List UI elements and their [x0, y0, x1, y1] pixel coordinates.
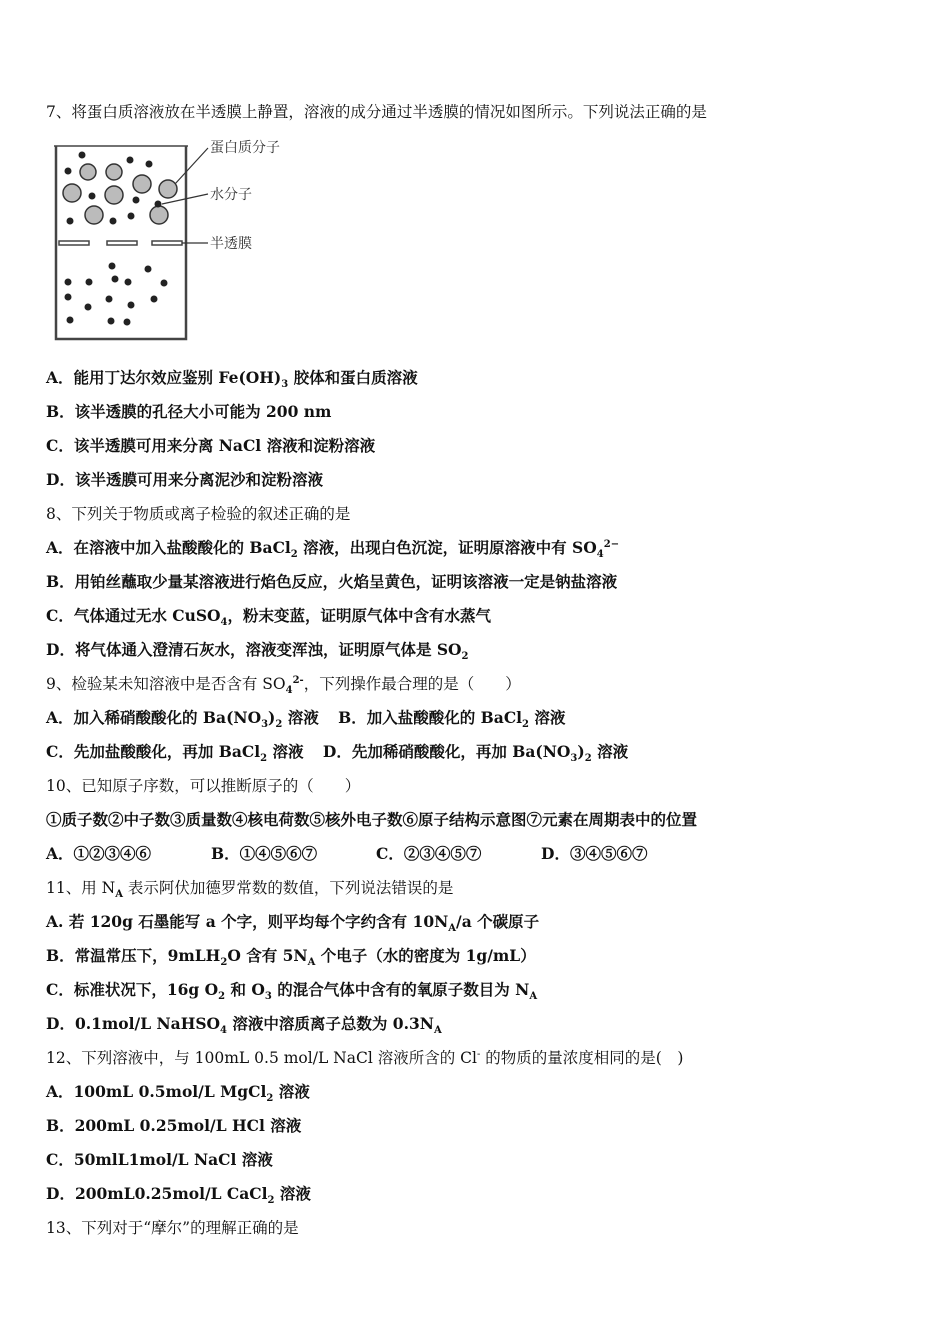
q9-option-b: B．加入盐酸酸化的 BaCl$_2$ 溶液 — [338, 708, 566, 731]
q12-option-d: D．200mL0.25mol/L CaCl$_2$ 溶液 — [46, 1184, 311, 1207]
q9-stem: 9、检验某未知溶液中是否含有 $SO_4^{2-}$，下列操作最合理的是（ ） — [46, 674, 521, 697]
q10-options — [46, 844, 647, 864]
label-membrane: 半透膜 — [210, 236, 252, 252]
q12-option-c: C．50mlL1mol/L NaCl 溶液 — [46, 1150, 273, 1169]
q11-option-d: D．0.1mol/L NaHSO$_4$ 溶液中溶质离子总数为 $0.3N_A$ — [46, 1014, 442, 1037]
q12-stem: 12、下列溶液中，与 100mL 0.5 mol/L NaCl 溶液所含的 Cl- 的物质的量浓度相同的是( ) — [46, 1048, 684, 1067]
membrane-diagram — [44, 134, 304, 344]
q7-option-a: A．能用丁达尔效应鉴别 $Fe(OH)_3$ 胶体和蛋白质溶液 — [46, 368, 418, 391]
protein-molecules — [63, 164, 177, 224]
q12-option-a: A．100mL 0.5mol/L MgCl$_2$ 溶液 — [46, 1082, 310, 1105]
q9-options-ab — [46, 708, 566, 731]
q9-option-a: A．加入稀硝酸酸化的 $Ba(NO_3)_2$ 溶液 — [46, 708, 319, 731]
q9-options-cd — [46, 742, 629, 765]
q10-option-d: D．③④⑤⑥⑦ — [541, 844, 648, 863]
q7-option-b: B．该半透膜的孔径大小可能为 200 nm — [46, 402, 332, 421]
q13-stem: 13、下列对于“摩尔”的理解正确的是 — [46, 1219, 299, 1237]
q8-option-c: C．气体通过无水 CuSO$_4$，粉末变蓝，证明原气体中含有水蒸气 — [46, 606, 492, 629]
q10-option-b: B．①④⑤⑥⑦ — [211, 844, 318, 863]
q7-stem: 7、将蛋白质溶液放在半透膜上静置，溶液的成分通过半透膜的情况如图所示。下列说法正确的是 — [46, 103, 707, 121]
q10-stem: 10、已知原子序数，可以推断原子的（ ） — [46, 777, 361, 795]
membrane — [59, 241, 182, 245]
q10-items: ①质子数②中子数③质量数④核电荷数⑤核外电子数⑥原子结构示意图⑦元素在周期表中的位置 — [46, 810, 698, 829]
q11-option-a: A. 若 120g 石墨能写 a 个字，则平均每个字约含有 $10N_A/a$ 个碳原子 — [46, 912, 540, 935]
q8-option-b: B．用铂丝蘸取少量某溶液进行焰色反应，火焰呈黄色，证明该溶液一定是钠盐溶液 — [46, 572, 618, 591]
q12-option-b: B．200mL 0.25mol/L HCl 溶液 — [46, 1116, 302, 1135]
q9-option-d: D．先加稀硝酸酸化，再加 $Ba(NO_3)_2$ 溶液 — [322, 742, 629, 765]
q10-option-a: A．①②③④⑥ — [46, 844, 152, 863]
q7-option-d: D．该半透膜可用来分离泥沙和淀粉溶液 — [46, 470, 323, 489]
label-protein: 蛋白质分子 — [210, 140, 280, 156]
membrane-figure — [44, 134, 304, 344]
q8-option-a: A．在溶液中加入盐酸酸化的 BaCl$_2$ 溶液，出现白色沉淀，证明原溶液中有 $SO_4^{2-}$ — [46, 538, 620, 561]
q7-option-c: C．该半透膜可用来分离 NaCl 溶液和淀粉溶液 — [46, 436, 376, 455]
q8-stem: 8、下列关于物质或离子检验的叙述正确的是 — [46, 505, 351, 523]
q11-stem: 11、用 $N_A$ 表示阿伏加德罗常数的数值，下列说法错误的是 — [46, 879, 454, 901]
q9-option-c: C．先加盐酸酸化，再加 BaCl$_2$ 溶液 — [46, 742, 304, 765]
q8-option-d: D．将气体通入澄清石灰水，溶液变浑浊，证明原气体是 $SO_2$ — [46, 640, 469, 663]
q11-option-b: B．常温常压下，9mLH$_2$O 含有 $5N_A$ 个电子（水的密度为 1g/mL） — [46, 946, 536, 969]
label-water: 水分子 — [210, 187, 252, 203]
q10-option-c: C．②③④⑤⑦ — [376, 844, 482, 863]
q11-option-c: C．标准状况下，16g $O_2$ 和 $O_3$ 的混合气体中含有的氧原子数目为 $N_A$ — [46, 980, 538, 1003]
water-molecules-lower — [65, 263, 168, 326]
